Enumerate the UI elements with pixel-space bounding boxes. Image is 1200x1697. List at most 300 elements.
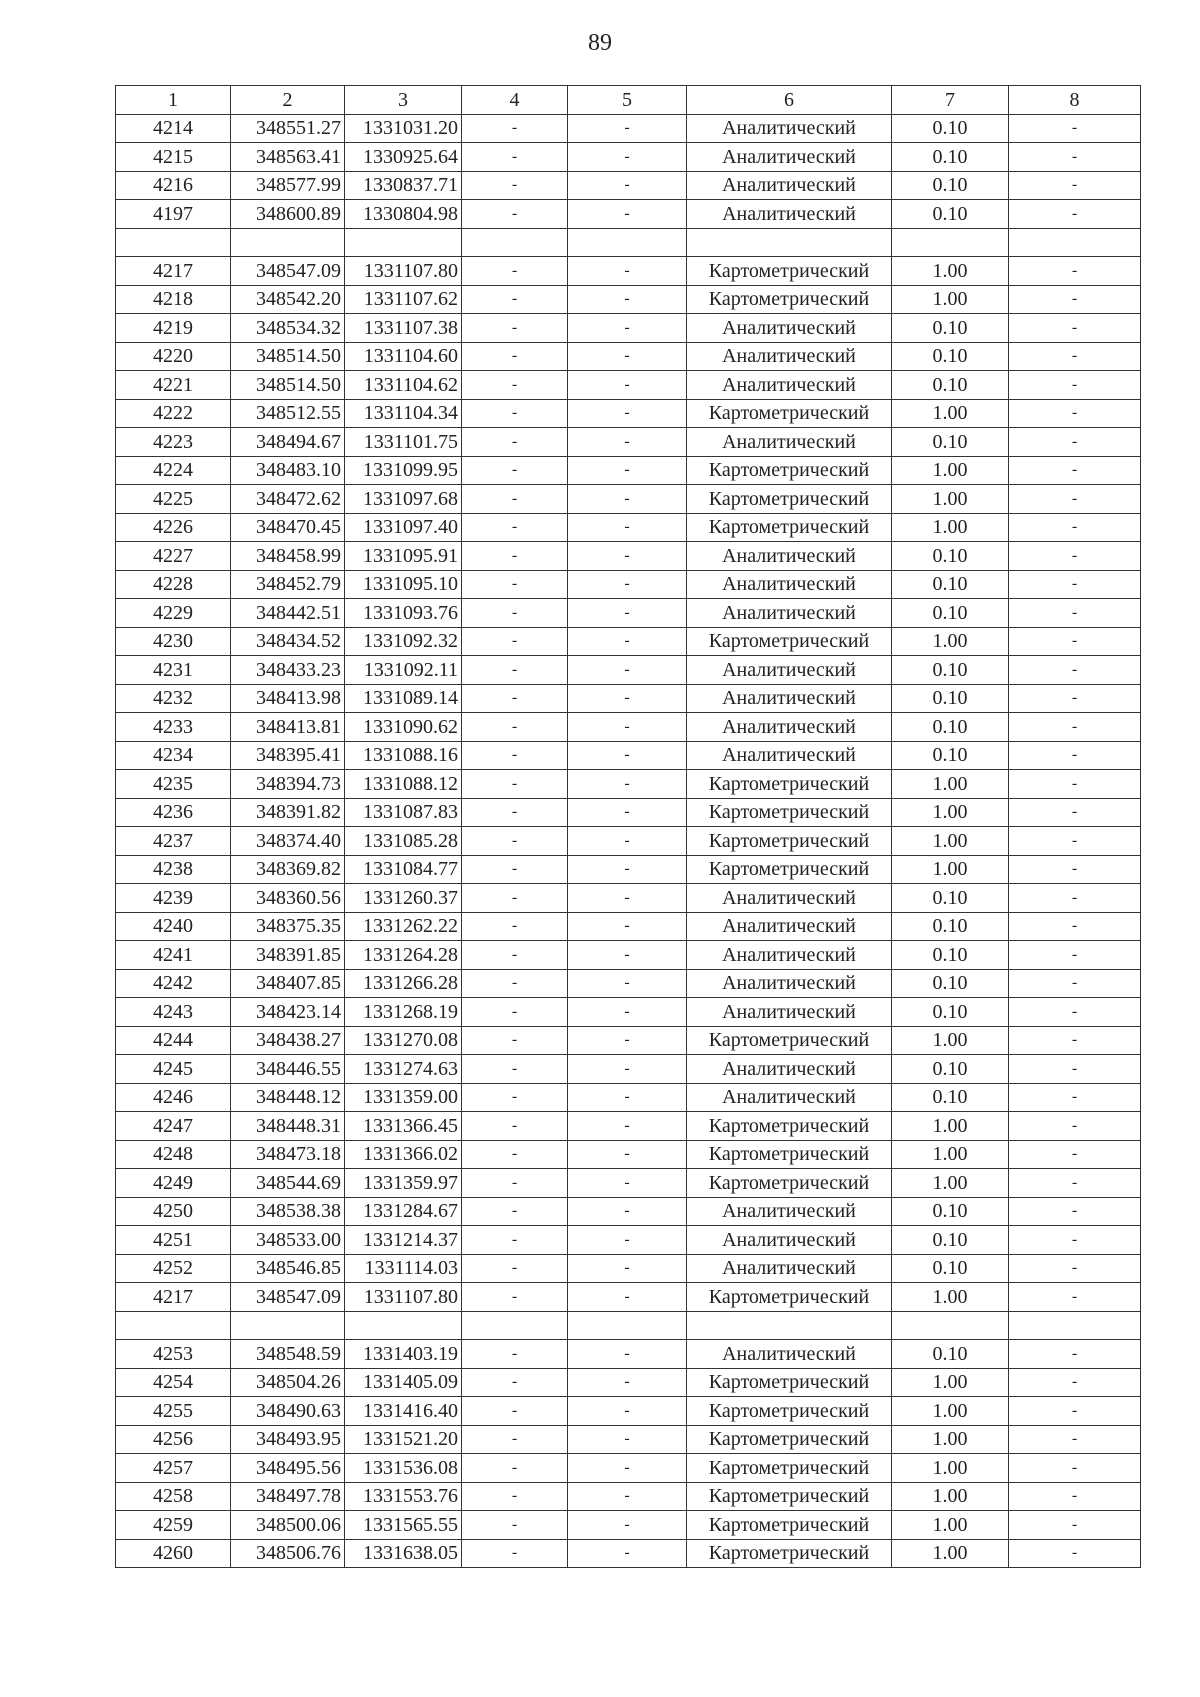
x-coordinate-cell: 348497.78 [231,1482,345,1511]
column-8-value-cell: - [1009,485,1141,514]
table-row [116,1254,1141,1283]
table-row [116,428,1141,457]
column-4-value-cell: - [462,371,568,400]
method-cell: Аналитический [687,912,892,941]
point-number-cell: 4197 [116,200,231,229]
method-cell: Аналитический [687,941,892,970]
column-8-value-cell: - [1009,1368,1141,1397]
x-coordinate-cell: 348446.55 [231,1055,345,1084]
y-coordinate-cell: 1331107.80 [345,1283,462,1312]
column-5-value-cell: - [568,399,687,428]
table-row [116,200,1141,229]
column-8-value-cell: - [1009,143,1141,172]
column-4-value-cell: - [462,513,568,542]
column-5-value-cell: - [568,171,687,200]
x-coordinate-cell: 348438.27 [231,1026,345,1055]
accuracy-cell: 0.10 [892,428,1009,457]
y-coordinate-cell: 1330925.64 [345,143,462,172]
column-4-value-cell: - [462,656,568,685]
column-8-value-cell: - [1009,855,1141,884]
table-row [116,285,1141,314]
x-coordinate-cell: 348534.32 [231,314,345,343]
x-coordinate-cell: 348395.41 [231,741,345,770]
point-number-cell: 4231 [116,656,231,685]
accuracy-cell: 0.10 [892,342,1009,371]
y-coordinate-cell: 1331536.08 [345,1454,462,1483]
point-number-cell: 4234 [116,741,231,770]
column-4-value-cell: - [462,713,568,742]
method-cell: Картометрический [687,1425,892,1454]
column-5-value-cell: - [568,798,687,827]
y-coordinate-cell: 1331270.08 [345,1026,462,1055]
method-cell: Картометрический [687,1511,892,1540]
column-4-value-cell: - [462,200,568,229]
y-coordinate-cell: 1331262.22 [345,912,462,941]
y-coordinate-cell: 1331093.76 [345,599,462,628]
y-coordinate-cell: 1331403.19 [345,1340,462,1369]
column-header-2: 2 [231,86,345,115]
column-4-value-cell: - [462,684,568,713]
point-number-cell: 4232 [116,684,231,713]
table-row [116,1169,1141,1198]
point-number-cell: 4250 [116,1197,231,1226]
column-4-value-cell: - [462,570,568,599]
column-4-value-cell: - [462,941,568,970]
x-coordinate-cell: 348407.85 [231,969,345,998]
table-row [116,542,1141,571]
x-coordinate-cell: 348470.45 [231,513,345,542]
column-4-value-cell: - [462,428,568,457]
column-5-value-cell: - [568,599,687,628]
table-row [116,456,1141,485]
column-5-value-cell: - [568,285,687,314]
accuracy-cell: 1.00 [892,1425,1009,1454]
y-coordinate-cell: 1331088.16 [345,741,462,770]
column-4-value-cell: - [462,1254,568,1283]
column-8-value-cell: - [1009,1511,1141,1540]
x-coordinate-cell [231,1311,345,1340]
point-number-cell: 4229 [116,599,231,628]
accuracy-cell: 0.10 [892,1055,1009,1084]
table-row [116,314,1141,343]
point-number-cell: 4217 [116,257,231,286]
column-5-value-cell: - [568,912,687,941]
accuracy-cell: 0.10 [892,713,1009,742]
x-coordinate-cell: 348538.38 [231,1197,345,1226]
accuracy-cell: 1.00 [892,1112,1009,1141]
y-coordinate-cell: 1331090.62 [345,713,462,742]
table-row [116,627,1141,656]
point-number-cell: 4220 [116,342,231,371]
accuracy-cell: 0.10 [892,656,1009,685]
accuracy-cell: 1.00 [892,798,1009,827]
table-row [116,143,1141,172]
point-number-cell: 4260 [116,1539,231,1568]
column-4-value-cell: - [462,285,568,314]
column-4-value-cell: - [462,741,568,770]
method-cell: Картометрический [687,399,892,428]
point-number-cell: 4241 [116,941,231,970]
column-5-value-cell: - [568,428,687,457]
column-8-value-cell: - [1009,1482,1141,1511]
table-row [116,570,1141,599]
x-coordinate-cell: 348423.14 [231,998,345,1027]
accuracy-cell: 1.00 [892,485,1009,514]
method-cell: Картометрический [687,1539,892,1568]
y-coordinate-cell: 1331366.02 [345,1140,462,1169]
table-row [116,257,1141,286]
table-row [116,599,1141,628]
point-number-cell: 4219 [116,314,231,343]
x-coordinate-cell: 348495.56 [231,1454,345,1483]
column-5-value-cell: - [568,1454,687,1483]
column-5-value-cell: - [568,1482,687,1511]
point-number-cell: 4249 [116,1169,231,1198]
accuracy-cell: 1.00 [892,770,1009,799]
y-coordinate-cell: 1331638.05 [345,1539,462,1568]
column-4-value-cell [462,1311,568,1340]
column-4-value-cell: - [462,143,568,172]
column-8-value-cell: - [1009,428,1141,457]
method-cell: Аналитический [687,570,892,599]
table-row [116,798,1141,827]
x-coordinate-cell: 348533.00 [231,1226,345,1255]
x-coordinate-cell: 348448.31 [231,1112,345,1141]
point-number-cell: 4215 [116,143,231,172]
column-4-value-cell: - [462,770,568,799]
column-4-value-cell: - [462,342,568,371]
column-5-value-cell: - [568,1112,687,1141]
column-4-value-cell: - [462,1226,568,1255]
column-5-value-cell: - [568,114,687,143]
y-coordinate-cell: 1331553.76 [345,1482,462,1511]
column-header-4: 4 [462,86,568,115]
column-4-value-cell: - [462,314,568,343]
column-4-value-cell: - [462,1140,568,1169]
column-5-value-cell: - [568,1140,687,1169]
column-8-value-cell: - [1009,941,1141,970]
column-4-value-cell: - [462,912,568,941]
column-8-value-cell: - [1009,285,1141,314]
x-coordinate-cell: 348473.18 [231,1140,345,1169]
accuracy-cell: 0.10 [892,884,1009,913]
column-8-value-cell: - [1009,257,1141,286]
x-coordinate-cell: 348493.95 [231,1425,345,1454]
x-coordinate-cell: 348391.85 [231,941,345,970]
column-5-value-cell: - [568,1197,687,1226]
y-coordinate-cell: 1331101.75 [345,428,462,457]
accuracy-cell: 1.00 [892,1368,1009,1397]
column-8-value-cell: - [1009,1283,1141,1312]
x-coordinate-cell: 348500.06 [231,1511,345,1540]
column-5-value-cell: - [568,485,687,514]
method-cell: Аналитический [687,428,892,457]
x-coordinate-cell: 348551.27 [231,114,345,143]
x-coordinate-cell: 348360.56 [231,884,345,913]
column-8-value-cell: - [1009,969,1141,998]
accuracy-cell: 1.00 [892,1511,1009,1540]
method-cell: Картометрический [687,285,892,314]
table-row [116,1283,1141,1312]
point-number-cell: 4242 [116,969,231,998]
x-coordinate-cell: 348433.23 [231,656,345,685]
table-row [116,1482,1141,1511]
column-4-value-cell: - [462,1026,568,1055]
x-coordinate-cell: 348374.40 [231,827,345,856]
method-cell: Аналитический [687,998,892,1027]
point-number-cell: 4222 [116,399,231,428]
table-row [116,1511,1141,1540]
table-row [116,1226,1141,1255]
point-number-cell: 4228 [116,570,231,599]
accuracy-cell: 1.00 [892,1026,1009,1055]
column-8-value-cell: - [1009,314,1141,343]
column-8-value-cell: - [1009,1112,1141,1141]
table-row [116,513,1141,542]
accuracy-cell: 0.10 [892,1083,1009,1112]
method-cell: Картометрический [687,1026,892,1055]
x-coordinate-cell: 348544.69 [231,1169,345,1198]
column-8-value-cell: - [1009,713,1141,742]
x-coordinate-cell: 348413.98 [231,684,345,713]
column-5-value-cell: - [568,627,687,656]
y-coordinate-cell [345,1311,462,1340]
column-header-3: 3 [345,86,462,115]
accuracy-cell: 1.00 [892,1140,1009,1169]
y-coordinate-cell: 1331521.20 [345,1425,462,1454]
column-5-value-cell: - [568,855,687,884]
column-5-value-cell: - [568,969,687,998]
method-cell: Картометрический [687,1368,892,1397]
point-number-cell: 4221 [116,371,231,400]
column-5-value-cell: - [568,1340,687,1369]
x-coordinate-cell: 348547.09 [231,257,345,286]
method-cell: Картометрический [687,827,892,856]
accuracy-cell [892,228,1009,257]
column-5-value-cell: - [568,314,687,343]
y-coordinate-cell: 1331107.38 [345,314,462,343]
x-coordinate-cell: 348542.20 [231,285,345,314]
method-cell: Аналитический [687,171,892,200]
table-row [116,741,1141,770]
method-cell: Картометрический [687,1169,892,1198]
x-coordinate-cell: 348483.10 [231,456,345,485]
x-coordinate-cell: 348375.35 [231,912,345,941]
x-coordinate-cell: 348472.62 [231,485,345,514]
table-row [116,998,1141,1027]
table-row [116,1454,1141,1483]
method-cell: Картометрический [687,1283,892,1312]
accuracy-cell: 0.10 [892,998,1009,1027]
accuracy-cell: 0.10 [892,1226,1009,1255]
column-8-value-cell: - [1009,114,1141,143]
column-8-value-cell: - [1009,798,1141,827]
method-cell: Аналитический [687,1226,892,1255]
column-8-value-cell: - [1009,627,1141,656]
table-row [116,371,1141,400]
y-coordinate-cell: 1330804.98 [345,200,462,229]
method-cell: Аналитический [687,741,892,770]
y-coordinate-cell: 1331031.20 [345,114,462,143]
y-coordinate-cell: 1331088.12 [345,770,462,799]
column-4-value-cell: - [462,1083,568,1112]
x-coordinate-cell: 348494.67 [231,428,345,457]
accuracy-cell: 1.00 [892,827,1009,856]
point-number-cell: 4243 [116,998,231,1027]
column-8-value-cell: - [1009,1197,1141,1226]
accuracy-cell: 0.10 [892,599,1009,628]
x-coordinate-cell: 348546.85 [231,1254,345,1283]
y-coordinate-cell: 1331359.97 [345,1169,462,1198]
x-coordinate-cell: 348548.59 [231,1340,345,1369]
point-number-cell: 4248 [116,1140,231,1169]
column-4-value-cell [462,228,568,257]
point-number-cell: 4218 [116,285,231,314]
x-coordinate-cell: 348547.09 [231,1283,345,1312]
method-cell: Картометрический [687,770,892,799]
method-cell: Аналитический [687,884,892,913]
method-cell: Картометрический [687,627,892,656]
point-number-cell: 4214 [116,114,231,143]
column-8-value-cell: - [1009,542,1141,571]
x-coordinate-cell: 348512.55 [231,399,345,428]
column-4-value-cell: - [462,969,568,998]
column-8-value-cell: - [1009,684,1141,713]
y-coordinate-cell: 1331092.32 [345,627,462,656]
y-coordinate-cell: 1331095.91 [345,542,462,571]
x-coordinate-cell: 348504.26 [231,1368,345,1397]
column-8-value-cell: - [1009,513,1141,542]
column-5-value-cell: - [568,1397,687,1426]
column-5-value-cell: - [568,827,687,856]
accuracy-cell: 1.00 [892,1397,1009,1426]
method-cell [687,228,892,257]
method-cell: Аналитический [687,1083,892,1112]
accuracy-cell: 1.00 [892,257,1009,286]
y-coordinate-cell: 1331214.37 [345,1226,462,1255]
column-8-value-cell: - [1009,1425,1141,1454]
y-coordinate-cell: 1330837.71 [345,171,462,200]
column-8-value-cell: - [1009,1140,1141,1169]
column-5-value-cell: - [568,456,687,485]
method-cell: Картометрический [687,1482,892,1511]
y-coordinate-cell: 1331107.62 [345,285,462,314]
column-5-value-cell: - [568,1283,687,1312]
x-coordinate-cell: 348391.82 [231,798,345,827]
method-cell: Аналитический [687,684,892,713]
column-8-value-cell: - [1009,770,1141,799]
column-5-value-cell: - [568,1254,687,1283]
table-row [116,1539,1141,1568]
x-coordinate-cell: 348490.63 [231,1397,345,1426]
point-number-cell: 4217 [116,1283,231,1312]
column-4-value-cell: - [462,855,568,884]
column-8-value-cell: - [1009,570,1141,599]
column-5-value-cell: - [568,1368,687,1397]
accuracy-cell: 1.00 [892,1283,1009,1312]
column-4-value-cell: - [462,798,568,827]
y-coordinate-cell: 1331416.40 [345,1397,462,1426]
column-4-value-cell: - [462,399,568,428]
table-row [116,827,1141,856]
column-8-value-cell: - [1009,1340,1141,1369]
y-coordinate-cell: 1331097.68 [345,485,462,514]
y-coordinate-cell: 1331104.62 [345,371,462,400]
y-coordinate-cell: 1331274.63 [345,1055,462,1084]
column-4-value-cell: - [462,114,568,143]
method-cell: Картометрический [687,1140,892,1169]
x-coordinate-cell: 348434.52 [231,627,345,656]
y-coordinate-cell: 1331092.11 [345,656,462,685]
page-number: 89 [588,30,612,56]
column-8-value-cell: - [1009,456,1141,485]
method-cell: Аналитический [687,1197,892,1226]
point-number-cell: 4254 [116,1368,231,1397]
table-row [116,770,1141,799]
point-number-cell: 4256 [116,1425,231,1454]
point-number-cell: 4244 [116,1026,231,1055]
accuracy-cell: 1.00 [892,1454,1009,1483]
column-5-value-cell: - [568,941,687,970]
y-coordinate-cell [345,228,462,257]
accuracy-cell: 0.10 [892,371,1009,400]
method-cell: Аналитический [687,143,892,172]
accuracy-cell: 0.10 [892,941,1009,970]
method-cell: Аналитический [687,1254,892,1283]
method-cell: Аналитический [687,200,892,229]
column-5-value-cell: - [568,570,687,599]
column-5-value-cell: - [568,741,687,770]
accuracy-cell: 0.10 [892,114,1009,143]
column-8-value-cell: - [1009,1169,1141,1198]
y-coordinate-cell: 1331107.80 [345,257,462,286]
point-number-cell: 4257 [116,1454,231,1483]
x-coordinate-cell [231,228,345,257]
column-8-value-cell: - [1009,827,1141,856]
table-row [116,1197,1141,1226]
x-coordinate-cell: 348448.12 [231,1083,345,1112]
column-8-value-cell: - [1009,599,1141,628]
y-coordinate-cell: 1331084.77 [345,855,462,884]
column-8-value-cell: - [1009,1083,1141,1112]
accuracy-cell: 0.10 [892,969,1009,998]
table-row [116,228,1141,257]
column-5-value-cell: - [568,143,687,172]
column-8-value-cell: - [1009,1226,1141,1255]
column-4-value-cell: - [462,1539,568,1568]
y-coordinate-cell: 1331264.28 [345,941,462,970]
table-row [116,1140,1141,1169]
point-number-cell: 4251 [116,1226,231,1255]
accuracy-cell: 0.10 [892,171,1009,200]
column-4-value-cell: - [462,627,568,656]
accuracy-cell: 1.00 [892,285,1009,314]
y-coordinate-cell: 1331089.14 [345,684,462,713]
point-number-cell: 4239 [116,884,231,913]
accuracy-cell: 1.00 [892,1482,1009,1511]
method-cell: Аналитический [687,371,892,400]
table-row [116,1083,1141,1112]
column-4-value-cell: - [462,1397,568,1426]
accuracy-cell: 0.10 [892,314,1009,343]
point-number-cell: 4238 [116,855,231,884]
column-4-value-cell: - [462,1112,568,1141]
table-row [116,656,1141,685]
column-4-value-cell: - [462,1368,568,1397]
table-row [116,1311,1141,1340]
point-number-cell: 4259 [116,1511,231,1540]
method-cell: Аналитический [687,599,892,628]
